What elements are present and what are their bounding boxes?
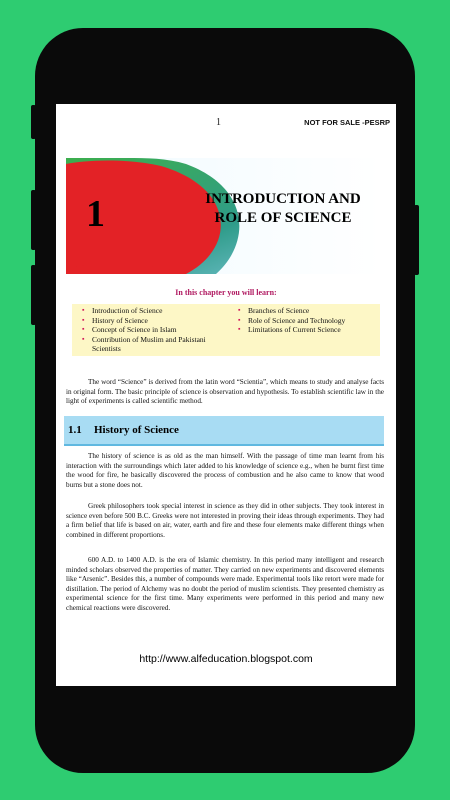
chapter-title-line-1: INTRODUCTION AND [205, 191, 361, 207]
learning-objectives-list [72, 304, 380, 356]
chapter-number: 1 [86, 193, 105, 235]
objective-item [238, 316, 378, 326]
objective-text: Introduction of Science [92, 306, 163, 315]
objective-text: History of Science [92, 315, 148, 325]
document-page[interactable] [56, 104, 396, 686]
objective-text: Concept of Science in Islam [92, 325, 177, 335]
chapter-title-line-2: ROLE OF SCIENCE [214, 210, 352, 226]
not-for-sale-notice: NOT FOR SALE -PESRP [304, 118, 390, 127]
objective-text: Role of Science and Technology [248, 315, 346, 325]
bullet-icon: ▪ [82, 306, 85, 314]
paragraph-islamic: 600 A.D. to 1400 A.D. is the era of Islamic chemistry. In this period many intelligent and research minded scholars observed the properties of matter. They carried on new experiments and discovered elements like “Arsenic”. Besides this, a number of compounds were made. Experimental tools like retort were made for distillation. The period of Alchemy was no doubt the period of muslim scientists. They presented chemistry as experimental science for the first time. Many experiments were performed in this period and many new chemical reactions were discovered. [66, 556, 384, 612]
bullet-icon: ▪ [82, 334, 85, 343]
objectives-column-right [238, 306, 378, 335]
chapter-title [188, 190, 378, 228]
objective-item [82, 316, 232, 326]
objectives-column-left [82, 306, 232, 354]
page-header [56, 117, 396, 131]
objective-text: Branches of Science [248, 306, 310, 315]
objective-item [82, 335, 232, 354]
bullet-icon: ▪ [238, 306, 241, 314]
page-number: 1 [216, 117, 221, 128]
learning-objectives-heading: In this chapter you will learn: [175, 288, 277, 297]
objective-text: Contribution of Muslim and Pakistani Scientists [92, 334, 206, 354]
bullet-icon: ▪ [238, 325, 241, 334]
objective-item [82, 306, 232, 316]
learning-objectives-box [72, 282, 380, 360]
section-title: History of Science [94, 424, 179, 436]
chapter-banner [66, 158, 382, 274]
bullet-icon: ▪ [82, 325, 85, 334]
objective-text: Limitations of Current Science [248, 325, 341, 335]
website-link[interactable]: http://www.alfeducation.blogspot.com [139, 653, 313, 665]
intro-paragraph: The word “Science” is derived from the latin word “Scientia”, which means to study and analyse facts in original form. The basic principle of science is observation and hypothesis. To establish scientific law in the light of experiments is called scientific method. [66, 378, 384, 406]
paragraph-history: The history of science is as old as the man himself. With the passage of time man learnt from his interaction with the surroundings which later added to his knowledge of science e.g., when he burnt first time the wood for fire, he basically discovered the process of combustion and he also came to know that wood burns but a stone does not. [66, 452, 384, 489]
section-number: 1.1 [68, 424, 82, 436]
paragraph-greek: Greek philosophers took special interest in science as they did in other subjects. They took interest in science even before 500 B.C. Greeks were not interested in proving their ideas through experiments. They had a firm belief that life is based on air, water, earth and fire and these four elements make different things when combined in different proportions. [66, 502, 384, 539]
bullet-icon: ▪ [82, 315, 85, 324]
section-heading-bar [64, 416, 384, 446]
objective-item [82, 325, 232, 335]
bullet-icon: ▪ [238, 315, 241, 324]
objective-item [238, 306, 378, 316]
objective-item [238, 325, 378, 335]
